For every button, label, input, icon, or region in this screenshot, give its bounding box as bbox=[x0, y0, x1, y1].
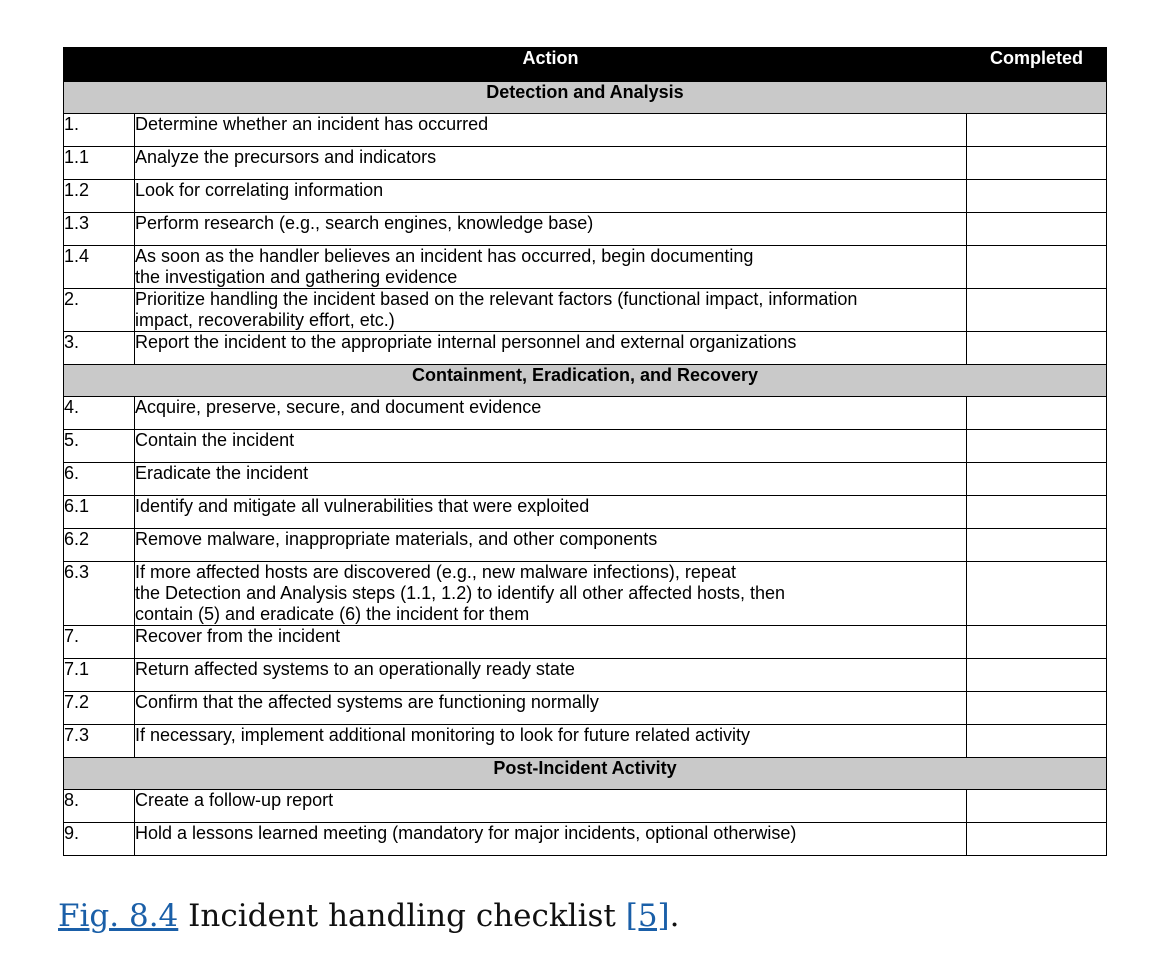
completed-cell[interactable] bbox=[967, 180, 1107, 213]
step-action: Eradicate the incident bbox=[135, 463, 967, 496]
step-number: 6. bbox=[64, 463, 135, 496]
step-action: Recover from the incident bbox=[135, 626, 967, 659]
completed-cell[interactable] bbox=[967, 692, 1107, 725]
step-number: 7.2 bbox=[64, 692, 135, 725]
step-number: 8. bbox=[64, 790, 135, 823]
step-number: 6.2 bbox=[64, 529, 135, 562]
completed-cell[interactable] bbox=[967, 659, 1107, 692]
completed-cell[interactable] bbox=[967, 823, 1107, 856]
completed-cell[interactable] bbox=[967, 529, 1107, 562]
step-action: Prioritize handling the incident based on the relevant factors (functional impact, information impact, recoverability effort, etc.) bbox=[135, 289, 967, 332]
step-action: Identify and mitigate all vulnerabilities that were exploited bbox=[135, 496, 967, 529]
header-completed: Completed bbox=[967, 48, 1107, 82]
reference-link[interactable]: [5] bbox=[625, 898, 670, 934]
table-row bbox=[64, 725, 1107, 758]
table-row bbox=[64, 397, 1107, 430]
step-action: Perform research (e.g., search engines, knowledge base) bbox=[135, 213, 967, 246]
step-action: If more affected hosts are discovered (e.g., new malware infections), repeat the Detection and Analysis steps (1.1, 1.2) to identify all other affected hosts, then contain (5) and eradicate (6) the incident for them bbox=[135, 562, 967, 626]
section-title: Detection and Analysis bbox=[64, 82, 1107, 114]
completed-cell[interactable] bbox=[967, 725, 1107, 758]
step-number: 1.4 bbox=[64, 246, 135, 289]
step-number: 6.3 bbox=[64, 562, 135, 626]
completed-cell[interactable] bbox=[967, 147, 1107, 180]
table-row bbox=[64, 332, 1107, 365]
step-number: 7. bbox=[64, 626, 135, 659]
table-row bbox=[64, 823, 1107, 856]
step-number: 1.3 bbox=[64, 213, 135, 246]
completed-cell[interactable] bbox=[967, 790, 1107, 823]
step-action: Look for correlating information bbox=[135, 180, 967, 213]
step-number: 7.3 bbox=[64, 725, 135, 758]
header-number bbox=[64, 48, 135, 82]
step-action: As soon as the handler believes an incident has occurred, begin documenting the investigation and gathering evidence bbox=[135, 246, 967, 289]
table-row bbox=[64, 430, 1107, 463]
completed-cell[interactable] bbox=[967, 246, 1107, 289]
completed-cell[interactable] bbox=[967, 114, 1107, 147]
completed-cell[interactable] bbox=[967, 626, 1107, 659]
table-row bbox=[64, 692, 1107, 725]
step-number: 9. bbox=[64, 823, 135, 856]
completed-cell[interactable] bbox=[967, 496, 1107, 529]
table-row bbox=[64, 463, 1107, 496]
step-number: 5. bbox=[64, 430, 135, 463]
table-row bbox=[64, 659, 1107, 692]
table-row bbox=[64, 790, 1107, 823]
step-action: Create a follow-up report bbox=[135, 790, 967, 823]
completed-cell[interactable] bbox=[967, 562, 1107, 626]
step-number: 2. bbox=[64, 289, 135, 332]
completed-cell[interactable] bbox=[967, 332, 1107, 365]
step-action: If necessary, implement additional monitoring to look for future related activity bbox=[135, 725, 967, 758]
step-action: Analyze the precursors and indicators bbox=[135, 147, 967, 180]
step-number: 1. bbox=[64, 114, 135, 147]
table-row bbox=[64, 147, 1107, 180]
step-number: 1.2 bbox=[64, 180, 135, 213]
step-action: Remove malware, inappropriate materials, and other components bbox=[135, 529, 967, 562]
header-action: Action bbox=[135, 48, 967, 82]
figure-caption bbox=[58, 898, 680, 934]
step-action: Acquire, preserve, secure, and document evidence bbox=[135, 397, 967, 430]
caption-end: . bbox=[669, 898, 680, 934]
table-row bbox=[64, 114, 1107, 147]
completed-cell[interactable] bbox=[967, 397, 1107, 430]
completed-cell[interactable] bbox=[967, 430, 1107, 463]
section-header-row bbox=[64, 758, 1107, 790]
section-title: Containment, Eradication, and Recovery bbox=[64, 365, 1107, 397]
step-number: 3. bbox=[64, 332, 135, 365]
completed-cell[interactable] bbox=[967, 289, 1107, 332]
section-header-row bbox=[64, 82, 1107, 114]
table-row bbox=[64, 289, 1107, 332]
step-action: Return affected systems to an operationally ready state bbox=[135, 659, 967, 692]
step-action: Contain the incident bbox=[135, 430, 967, 463]
completed-cell[interactable] bbox=[967, 213, 1107, 246]
step-number: 7.1 bbox=[64, 659, 135, 692]
section-header-row bbox=[64, 365, 1107, 397]
step-number: 4. bbox=[64, 397, 135, 430]
section-title: Post-Incident Activity bbox=[64, 758, 1107, 790]
step-action: Confirm that the affected systems are functioning normally bbox=[135, 692, 967, 725]
figure-link[interactable]: Fig. 8.4 bbox=[58, 898, 179, 934]
incident-handling-checklist-table bbox=[63, 47, 1107, 856]
step-action: Determine whether an incident has occurred bbox=[135, 114, 967, 147]
table-row bbox=[64, 496, 1107, 529]
table-row bbox=[64, 529, 1107, 562]
table-row bbox=[64, 246, 1107, 289]
table-row bbox=[64, 213, 1107, 246]
step-number: 6.1 bbox=[64, 496, 135, 529]
step-number: 1.1 bbox=[64, 147, 135, 180]
table-row bbox=[64, 180, 1107, 213]
table-row bbox=[64, 626, 1107, 659]
table-body bbox=[64, 82, 1107, 856]
completed-cell[interactable] bbox=[967, 463, 1107, 496]
step-action: Hold a lessons learned meeting (mandatory for major incidents, optional otherwise) bbox=[135, 823, 967, 856]
table-row bbox=[64, 562, 1107, 626]
step-action: Report the incident to the appropriate internal personnel and external organizations bbox=[135, 332, 967, 365]
caption-text: Incident handling checklist bbox=[178, 898, 626, 934]
table-header-row bbox=[64, 48, 1107, 82]
